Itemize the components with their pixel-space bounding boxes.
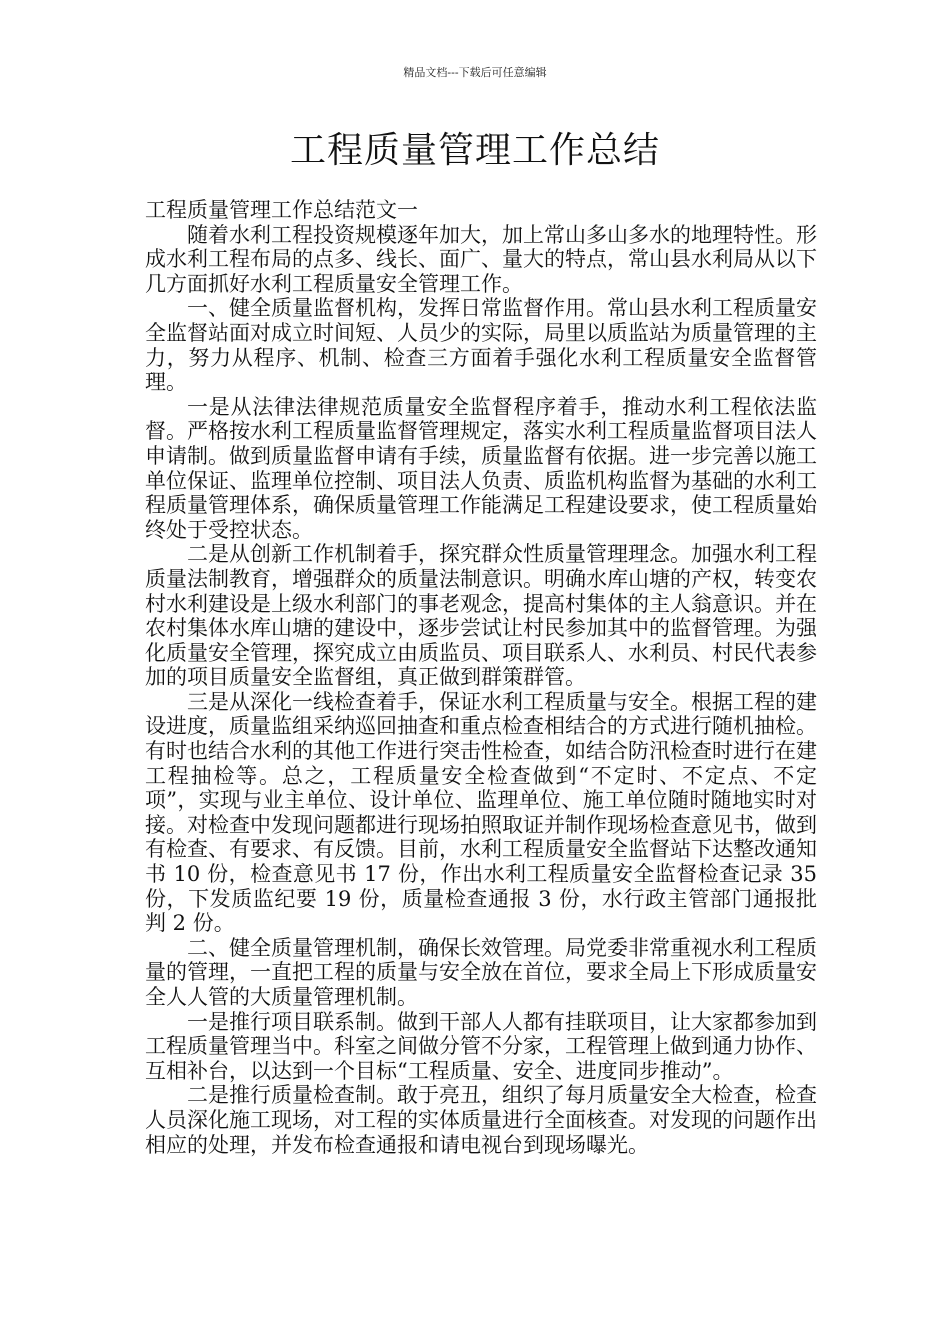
document-title: 工程质量管理工作总结 bbox=[289, 130, 660, 171]
paragraph: 一、健全质量监督机构，发挥日常监督作用。常山县水利工程质量安全监督站面对成立时间短、人员少的实际，局里以质监站为质量管理的主力，努力从程序、机制、检查三方面着手强化水利工程质量安全监督管理。 bbox=[145, 296, 817, 395]
paragraph: 随着水利工程投资规模逐年加大，加上常山多山多水的地理特性。形成水利工程布局的点多、线长、面广、量大的特点，常山县水利局从以下几方面抓好水利工程质量安全管理工作。 bbox=[145, 222, 817, 296]
paragraph-subtitle: 工程质量管理工作总结范文一 bbox=[145, 198, 418, 222]
paragraph: 一是推行项目联系制。做到干部人人都有挂联项目，让大家都参加到工程质量管理当中。科室之间做分管不分家，工程管理上做到通力协作、互相补台，以达到一个目标“工程质量、安全、进度同步推动”。 bbox=[145, 1009, 817, 1083]
paragraph: 二是从创新工作机制着手，探究群众性质量管理理念。加强水利工程质量法制教育，增强群众的质量法制意识。明确水库山塘的产权，转变农村水利建设是上级水利部门的事老观念，提高村集体的主人翁意识。并在农村集体水库山塘的建设中，逐步尝试让村民参加其中的监督管理。为强化质量安全管理，探究成立由质监员、项目联系人、水利员、村民代表参加的项目质量安全监督组，真正做到群策群管。 bbox=[145, 542, 817, 690]
document-body bbox=[145, 198, 817, 1157]
paragraph: 一是从法律法律规范质量安全监督程序着手，推动水利工程依法监督。严格按水利工程质量监督管理规定，落实水利工程质量监督项目法人申请制。做到质量监督申请有手续，质量监督有依据。进一步完善以施工单位保证、监理单位控制、项目法人负责、质监机构监督为基础的水利工程质量管理体系，确保质量管理工作能满足工程建设要求，使工程质量始终处于受控状态。 bbox=[145, 394, 817, 542]
header-note: 精品文档---下载后可任意编辑 bbox=[403, 66, 547, 79]
paragraph: 二是推行质量检查制。敢于亮丑，组织了每月质量安全大检查，检查人员深化施工现场，对工程的实体质量进行全面核查。对发现的问题作出相应的处理，并发布检查通报和请电视台到现场曝光。 bbox=[145, 1083, 817, 1157]
paragraph: 三是从深化一线检查着手，保证水利工程质量与安全。根据工程的建设进度，质量监组采纳巡回抽查和重点检查相结合的方式进行随机抽检。有时也结合水利的其他工作进行突击性检查，如结合防汛检查时进行在建工程抽检等。总之，工程质量安全检查做到“不定时、不定点、不定项”，实现与业主单位、设计单位、监理单位、施工单位随时随地实时对接。对检查中发现问题都进行现场拍照取证并制作现场检查意见书，做到有检查、有要求、有反馈。目前，水利工程质量安全监督站下达整改通知书 10 份，检查意见书 17 份，作出水利工程质量安全监督检查记录 35 份，下发质监纪要 19 份，质量检查通报 3 份，水行政主管部门通报批判 2 份。 bbox=[145, 689, 817, 936]
paragraph: 二、健全质量管理机制，确保长效管理。局党委非常重视水利工程质量的管理，一直把工程的质量与安全放在首位，要求全局上下形成质量安全人人管的大质量管理机制。 bbox=[145, 935, 817, 1009]
